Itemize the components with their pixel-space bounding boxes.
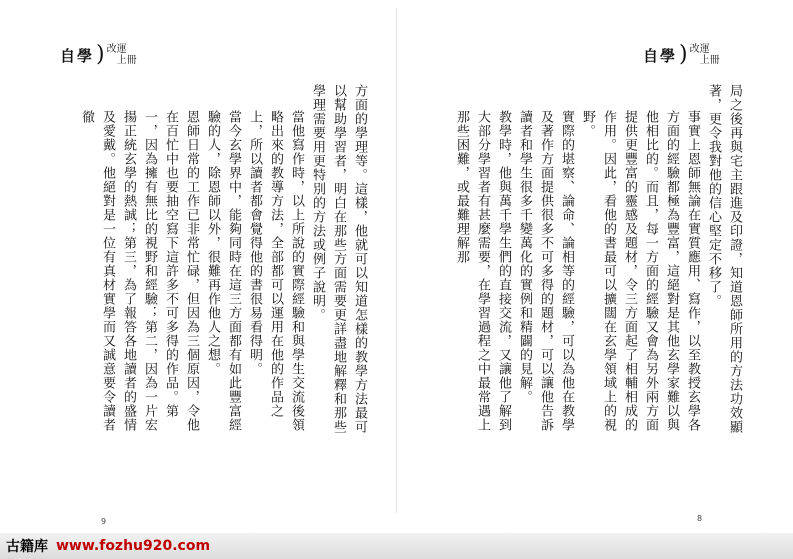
subtitle-line-2: 上冊: [699, 55, 720, 66]
page-header: [643, 44, 720, 66]
body-text: [454, 84, 745, 439]
book-subtitle: [107, 44, 137, 66]
right-page: [397, 0, 793, 523]
site-url[interactable]: www.fozhu920.com: [56, 538, 211, 554]
paragraph: 事實上恩師無論在實質應用、寫作，以至教授玄學各方面的經驗都極為豐富，這絕對是其他玄學家難以與他相比的。而且，每一方面的經驗又會為另外兩方面提供更豐富的靈感及題材，令三方面起了相輔相成的作用。因此，看他的書最可以擴闊在玄學領域上的視野。: [580, 110, 700, 432]
paragraph: 教學時，他與萬千學生們的直接交流，又讓他了解到大部分學習者有甚麼需要，在學習過程之中最常遇上那些困難，或最難理解那: [454, 110, 511, 432]
body-text: [79, 84, 370, 439]
book-title: 自學: [60, 46, 95, 65]
page-number: 9: [101, 517, 107, 526]
book-subtitle: [690, 44, 720, 66]
page-header: [60, 44, 137, 66]
paragraph: 當他寫作時，以上所說的實際經驗和與學生交流後領略出來的教導方法，全部都可以運用在他的作品之上，所以讀者都會覺得他的書很易看得明。: [247, 110, 304, 432]
header-bracket: ): [679, 42, 688, 67]
paragraph: 恩師日常的工作已非常忙碌，但因為三個原因，令他在百忙中也要抽空寫下這許多不可多得的作品。第一，因為擁有無比的視野和經驗；第二，因為一片宏揚正統玄學的熱誠；第三，為了報答各地讀者的盛情及愛戴。他絕對是一位有真材實學而又誠意要令讀者徹: [79, 110, 199, 432]
header-bracket: ): [96, 42, 105, 67]
site-name: 古籍库: [6, 539, 48, 555]
book-title: 自學: [643, 46, 678, 65]
watermark-footer: [0, 533, 793, 559]
page-number: 8: [697, 514, 703, 523]
paragraph: 當今玄學界中，能夠同時在這三方面都有如此豐富經驗的人，除恩師以外，很難再作他人之想。: [205, 110, 241, 432]
left-page: [0, 0, 396, 526]
paragraph: 局之後再與宅主跟進及印證，知道恩師所用的方法功效顯著，更令我對他的信心堅定不移了。: [706, 84, 742, 434]
subtitle-line-1: 改運: [689, 44, 710, 55]
subtitle-line-1: 改運: [106, 44, 127, 55]
paragraph: 方面的學理等。這樣，他就可以知道怎樣的教學方法最可以幫助學習者，明白在那些方面需要更詳盡地解釋和那些學理需要用更特別的方法或例子說明。: [310, 84, 367, 434]
subtitle-line-2: 上冊: [116, 55, 137, 66]
paragraph: 實際的堪察、論命、論相等的經驗，可以為他在教學及著作方面提供很多不可多得的題材，可以讓他告訴讀者和學生很多千變萬化的實例和精闢的見解。: [517, 110, 574, 432]
